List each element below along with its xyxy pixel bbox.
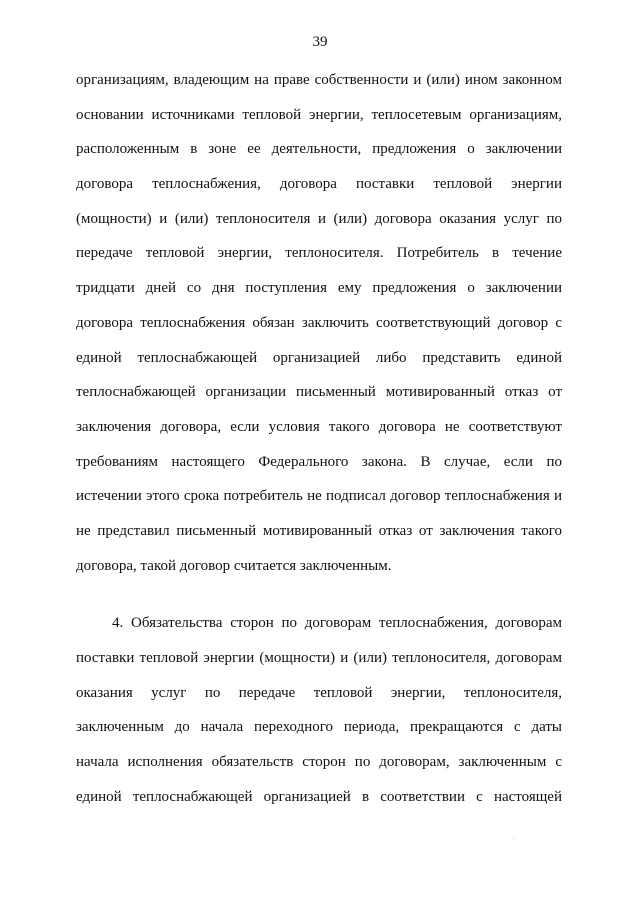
text-line: (мощности) и (или) теплоносителя и (или) договора оказания услуг по	[76, 210, 562, 227]
text-line: оказания услуг по передаче тепловой энергии, теплоносителя,	[76, 684, 562, 701]
text-line: договора теплоснабжения, договора поставки тепловой энергии	[76, 176, 562, 193]
text-line: начала исполнения обязательств сторон по договорам, заключенным с	[76, 754, 562, 771]
text-line: единой теплоснабжающей организацией либо представить единой	[76, 349, 562, 366]
paragraph	[76, 613, 562, 821]
text-line: договора теплоснабжения обязан заключить соответствующий договор с	[76, 314, 562, 331]
text-line: теплоснабжающей организации письменный мотивированный отказ от	[76, 384, 562, 401]
paragraph	[76, 70, 562, 590]
text-line: передаче тепловой энергии, теплоносителя. Потребитель в течение	[76, 245, 562, 262]
text-line: заключения договора, если условия такого договора не соответствуют	[76, 418, 562, 435]
text-line: тридцати дней со дня поступления ему предложения о заключении	[76, 280, 562, 297]
page-number: 39	[312, 34, 328, 50]
paragraph-spacer	[76, 590, 562, 613]
text-line: истечении этого срока потребитель не подписал договор теплоснабжения и	[76, 488, 562, 505]
body-text	[76, 70, 562, 821]
text-line: не представил письменный мотивированный отказ от заключения такого	[76, 522, 562, 539]
text-line: организациям, владеющим на праве собственности и (или) ином законном	[76, 72, 562, 88]
text-line: требованиям настоящего Федерального закона. В случае, если по	[76, 453, 562, 470]
text-line: договора, такой договор считается заключенным.	[76, 557, 392, 574]
text-line: заключенным до начала переходного периода, прекращаются с даты	[76, 719, 562, 736]
text-line: 4. Обязательства сторон по договорам теплоснабжения, договорам	[112, 615, 562, 632]
scan-speck	[513, 838, 514, 839]
text-line: основании источниками тепловой энергии, теплосетевым организациям,	[76, 106, 562, 123]
text-line: поставки тепловой энергии (мощности) и (или) теплоносителя, договорам	[76, 650, 562, 666]
text-line: расположенным в зоне ее деятельности, предложения о заключении	[76, 141, 562, 158]
text-line: единой теплоснабжающей организацией в соответствии с настоящей	[76, 788, 562, 805]
